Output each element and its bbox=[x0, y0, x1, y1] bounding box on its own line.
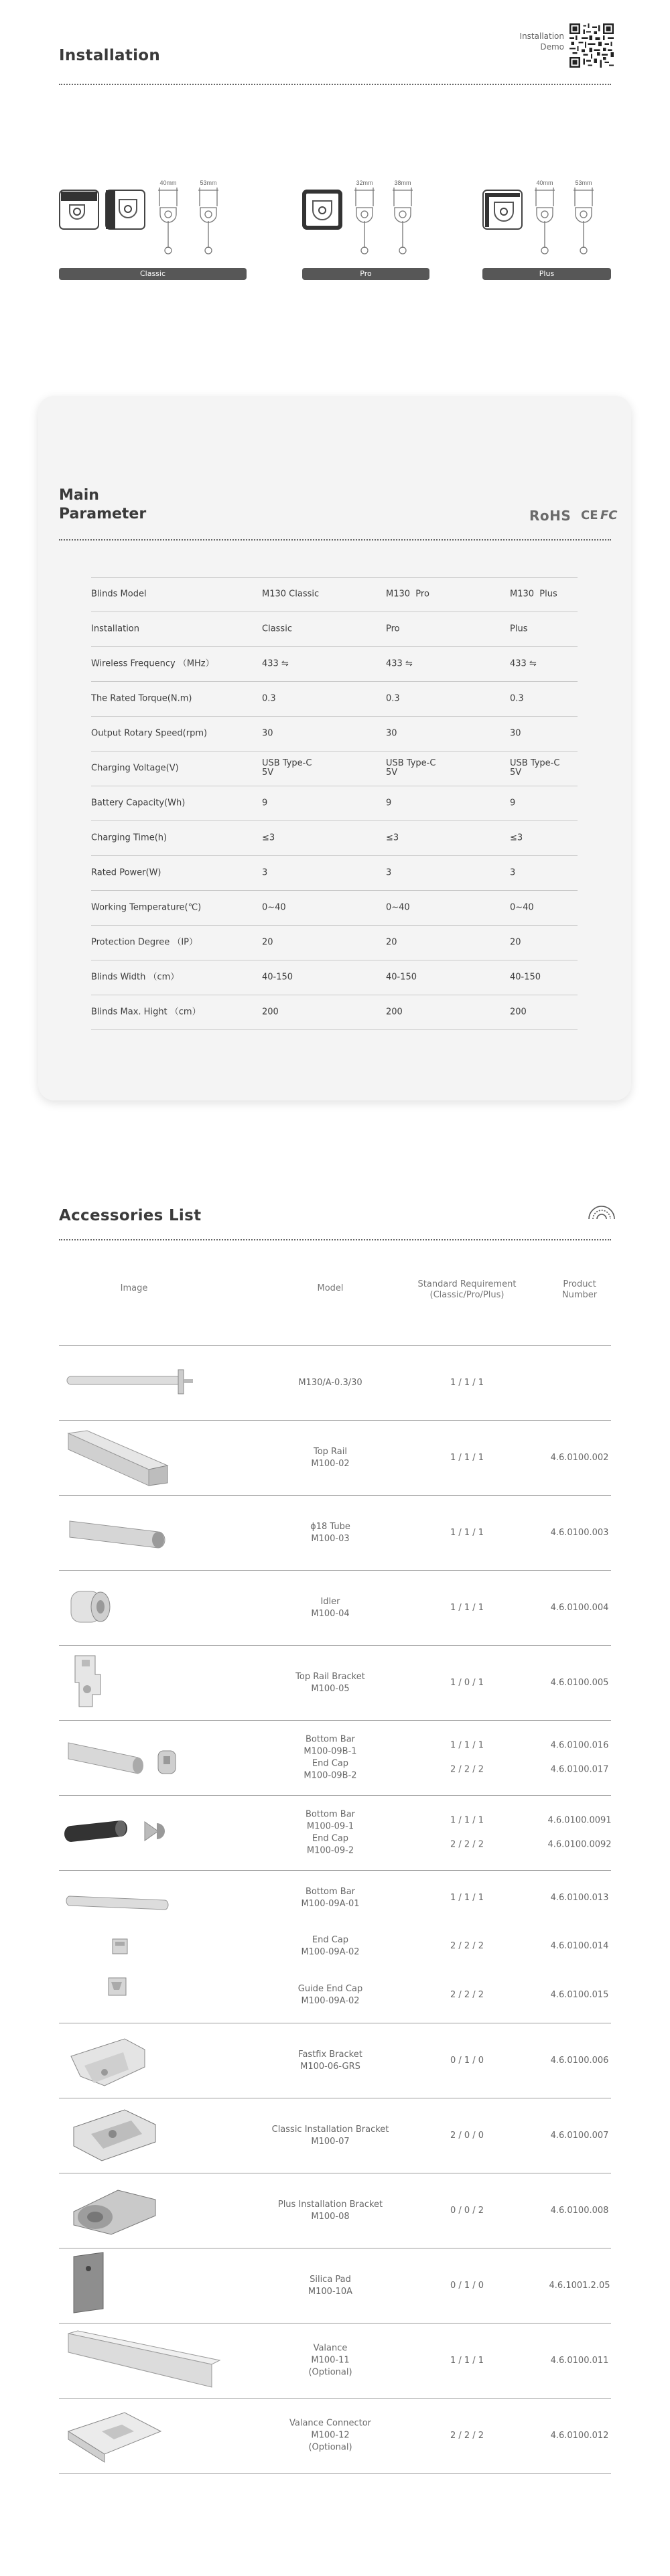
classic-dim-1: 40mm bbox=[159, 180, 177, 186]
install-type-pro-badge: Pro bbox=[302, 268, 429, 280]
accessory-req: 1 / 1 / 1 2 / 2 / 2 bbox=[450, 1815, 484, 1850]
accessory-model: M130/A-0.3/30 bbox=[298, 1377, 362, 1388]
parameter-divider bbox=[59, 539, 611, 541]
parameter-label: Blinds Width （cm） bbox=[91, 972, 180, 983]
accessory-req: 1 / 1 / 1 2 / 2 / 2 2 / 2 / 2 bbox=[450, 1892, 484, 2001]
parameter-row bbox=[91, 682, 578, 717]
accessory-model: ϕ18 Tube M100-03 bbox=[310, 1521, 350, 1544]
parameter-row bbox=[91, 752, 578, 786]
parameter-value: M130 Plus bbox=[510, 589, 557, 599]
parameter-value: 3 bbox=[262, 867, 268, 878]
parameter-value: Pro bbox=[386, 624, 400, 634]
parameter-value: Classic bbox=[262, 624, 292, 634]
classic-dim-2: 53mm bbox=[200, 180, 217, 186]
accessory-row bbox=[59, 2323, 611, 2399]
parameter-label: Working Temperature(℃) bbox=[91, 902, 202, 913]
parameter-value: 9 bbox=[386, 798, 392, 808]
parameter-value: ≤3 bbox=[510, 833, 523, 843]
accessory-row bbox=[59, 1646, 611, 1721]
fc-cert-icon: FC bbox=[600, 508, 618, 522]
parameter-value: 0.3 bbox=[510, 693, 524, 704]
parameter-row bbox=[91, 960, 578, 995]
accessory-req: 0 / 0 / 2 bbox=[450, 2205, 484, 2216]
accessories-logo-icon bbox=[586, 1203, 617, 1220]
parameter-label: The Rated Torque(N.m) bbox=[91, 693, 192, 704]
parameter-value: 200 bbox=[386, 1007, 403, 1017]
parameter-label: Blinds Max. Hight （cm） bbox=[91, 1007, 201, 1017]
accessory-model: Valance Connector M100-12 (Optional) bbox=[289, 2418, 371, 2453]
accessory-model: Plus Installation Bracket M100-08 bbox=[277, 2199, 383, 2222]
accessory-req: 0 / 1 / 0 bbox=[450, 2055, 484, 2066]
accessory-num: 4.6.0100.007 bbox=[550, 2130, 609, 2141]
accessory-model: Bottom Bar M100-09B-1 End Cap M100-09B-2 bbox=[304, 1734, 357, 1781]
parameter-row bbox=[91, 786, 578, 821]
parameter-value: ≤3 bbox=[386, 833, 399, 843]
parameter-value: 20 bbox=[386, 937, 397, 948]
parameter-value: 40-150 bbox=[510, 972, 541, 983]
parameter-value: 0.3 bbox=[386, 693, 400, 704]
accessory-model: Top Rail M100-02 bbox=[311, 1446, 350, 1469]
parameter-value: 9 bbox=[510, 798, 516, 808]
accessory-req: 1 / 1 / 1 2 / 2 / 2 bbox=[450, 1740, 484, 1775]
parameter-value: 20 bbox=[510, 937, 521, 948]
accessories-header-requirement: Standard Requirement (Classic/Pro/Plus) bbox=[417, 1279, 517, 1300]
accessory-model: Bottom Bar M100-09-1 End Cap M100-09-2 bbox=[305, 1809, 356, 1856]
silica-pad-icon bbox=[64, 2251, 111, 2321]
plus-bracket-icon bbox=[64, 2179, 165, 2242]
parameter-value: 433 ⇋ bbox=[510, 658, 537, 669]
qr-code-icon[interactable] bbox=[570, 23, 614, 68]
parameter-label: Output Rotary Speed(rpm) bbox=[91, 728, 208, 739]
accessories-table bbox=[59, 1345, 611, 2474]
accessory-num: 4.6.0100.006 bbox=[550, 2055, 609, 2066]
installation-title: Installation bbox=[59, 47, 161, 64]
accessory-num: 4.6.0100.012 bbox=[550, 2430, 609, 2441]
accessory-req: 2 / 2 / 2 bbox=[450, 2430, 484, 2441]
accessory-row bbox=[59, 1796, 611, 1871]
accessory-num: 4.6.0100.016 4.6.0100.017 bbox=[550, 1740, 609, 1775]
parameter-row bbox=[91, 577, 578, 612]
rohs-cert-icon: RoHS bbox=[529, 508, 572, 524]
accessory-req: 2 / 0 / 0 bbox=[450, 2130, 484, 2141]
parameter-label: Battery Capacity(Wh) bbox=[91, 798, 186, 808]
pro-dim-1: 32mm bbox=[356, 180, 373, 186]
plus-dim-2: 53mm bbox=[575, 180, 592, 186]
parameter-row bbox=[91, 821, 578, 856]
top-rail-icon bbox=[64, 1427, 172, 1490]
parameter-value: USB Type-C 5V bbox=[510, 758, 560, 778]
accessory-row bbox=[59, 1571, 611, 1646]
bottom-bar-9-icon bbox=[64, 1808, 192, 1858]
parameter-value: Plus bbox=[510, 624, 528, 634]
accessory-num: 4.6.0100.008 bbox=[550, 2205, 609, 2216]
accessory-req: 1 / 1 / 1 bbox=[450, 1377, 484, 1388]
motor-icon bbox=[64, 1362, 198, 1405]
parameter-value: 40-150 bbox=[262, 972, 293, 983]
accessory-model: Bottom Bar M100-09A-01 End Cap M100-09A-02 Guide End Cap M100-09A-02 bbox=[297, 1886, 363, 2007]
accessory-num: 4.6.1001.2.05 bbox=[549, 2280, 610, 2291]
classic-install-diagram-icon bbox=[59, 175, 247, 265]
accessory-req: 0 / 1 / 0 bbox=[450, 2280, 484, 2291]
accessory-num: 4.6.0100.004 bbox=[550, 1602, 609, 1613]
parameter-value: 30 bbox=[386, 728, 397, 739]
parameter-label: Protection Degree （IP） bbox=[91, 937, 198, 948]
parameter-row bbox=[91, 612, 578, 647]
top-rail-bracket-icon bbox=[64, 1652, 111, 1715]
accessory-row bbox=[59, 2173, 611, 2248]
accessories-header-product-number: Product Number bbox=[561, 1279, 598, 1300]
accessory-row bbox=[59, 2399, 611, 2474]
accessory-num: 4.6.0100.011 bbox=[550, 2355, 609, 2366]
parameter-value: 433 ⇋ bbox=[386, 658, 413, 669]
accessory-row bbox=[59, 1346, 611, 1421]
parameter-value: 0~40 bbox=[262, 902, 286, 913]
accessory-model: Silica Pad M100-10A bbox=[308, 2274, 353, 2297]
parameter-value: M130 Pro bbox=[386, 589, 429, 599]
parameter-value: 200 bbox=[262, 1007, 279, 1017]
install-type-plus-badge: Plus bbox=[482, 268, 611, 280]
accessory-row bbox=[59, 1721, 611, 1796]
accessory-req: 1 / 1 / 1 bbox=[450, 2355, 484, 2366]
parameter-label: Charging Voltage(V) bbox=[91, 763, 179, 774]
parameter-value: M130 Classic bbox=[262, 589, 320, 599]
accessory-req: 1 / 1 / 1 bbox=[450, 1452, 484, 1463]
install-type-classic-badge: Classic bbox=[59, 268, 247, 280]
accessories-title: Accessories List bbox=[59, 1207, 202, 1224]
tube-icon bbox=[64, 1512, 172, 1555]
parameter-label: Charging Time(h) bbox=[91, 833, 168, 843]
classic-bracket-icon bbox=[64, 2104, 165, 2167]
accessory-row bbox=[59, 2023, 611, 2098]
parameter-value: 0~40 bbox=[386, 902, 410, 913]
accessory-num: 4.6.0100.002 bbox=[550, 1452, 609, 1463]
parameter-value: 3 bbox=[510, 867, 516, 878]
parameter-row bbox=[91, 717, 578, 752]
parameter-value: 200 bbox=[510, 1007, 527, 1017]
parameter-row bbox=[91, 995, 578, 1030]
plus-dim-1: 40mm bbox=[536, 180, 553, 186]
parameter-value: 3 bbox=[386, 867, 392, 878]
accessory-model: Fastfix Bracket M100-06-GRS bbox=[298, 2049, 362, 2072]
parameter-value: 30 bbox=[510, 728, 521, 739]
accessory-row bbox=[59, 2248, 611, 2323]
parameter-row bbox=[91, 856, 578, 891]
accessory-model: Idler M100-04 bbox=[311, 1596, 350, 1619]
idler-icon bbox=[64, 1583, 118, 1633]
bottom-bar-a-icon bbox=[64, 1879, 198, 2015]
accessory-num: 4.6.0100.005 bbox=[550, 1677, 609, 1688]
accessories-divider bbox=[59, 1239, 611, 1240]
parameter-value: 9 bbox=[262, 798, 268, 808]
ce-cert-icon: CE bbox=[581, 508, 598, 522]
accessories-header-model: Model bbox=[317, 1283, 344, 1293]
parameter-label: Rated Power(W) bbox=[91, 867, 161, 878]
parameter-label: Wireless Frequency （MHz） bbox=[91, 658, 214, 669]
parameter-value: USB Type-C 5V bbox=[262, 758, 312, 778]
accessory-model: Top Rail Bracket M100-05 bbox=[295, 1671, 365, 1694]
fastfix-bracket-icon bbox=[64, 2029, 158, 2092]
parameter-value: 20 bbox=[262, 937, 273, 948]
accessory-model: Valance M100-11 (Optional) bbox=[308, 2343, 352, 2378]
parameter-title: Main Parameter bbox=[59, 487, 147, 522]
parameter-value: 30 bbox=[262, 728, 273, 739]
parameter-table bbox=[91, 577, 578, 1030]
parameter-label: Blinds Model bbox=[91, 589, 147, 599]
installation-demo-label: Installation Demo bbox=[519, 31, 564, 52]
valance-icon bbox=[64, 2330, 225, 2392]
pro-dim-2: 38mm bbox=[394, 180, 411, 186]
accessory-row bbox=[59, 1421, 611, 1496]
accessory-num: 4.6.0100.013 4.6.0100.014 4.6.0100.015 bbox=[550, 1892, 609, 2001]
parameter-label: Installation bbox=[91, 624, 140, 634]
accessory-row bbox=[59, 1871, 611, 2023]
accessory-row bbox=[59, 2098, 611, 2173]
installation-divider bbox=[59, 84, 611, 85]
parameter-row bbox=[91, 891, 578, 926]
accessory-req: 1 / 0 / 1 bbox=[450, 1677, 484, 1688]
valance-connector-icon bbox=[64, 2405, 165, 2467]
parameter-row bbox=[91, 926, 578, 960]
parameter-value: 40-150 bbox=[386, 972, 417, 983]
accessory-num: 4.6.0100.0091 4.6.0100.0092 bbox=[547, 1815, 612, 1850]
parameter-value: 433 ⇋ bbox=[262, 658, 289, 669]
bottom-bar-b-icon bbox=[64, 1733, 192, 1783]
accessory-row bbox=[59, 1496, 611, 1571]
parameter-value: 0.3 bbox=[262, 693, 276, 704]
accessory-model: Classic Installation Bracket M100-07 bbox=[271, 2124, 389, 2147]
accessory-num: 4.6.0100.003 bbox=[550, 1527, 609, 1538]
parameter-value: ≤3 bbox=[262, 833, 275, 843]
plus-install-diagram-icon bbox=[482, 175, 611, 265]
pro-install-diagram-icon bbox=[302, 175, 429, 265]
parameter-value: 0~40 bbox=[510, 902, 534, 913]
parameter-row bbox=[91, 647, 578, 682]
parameter-value: USB Type-C 5V bbox=[386, 758, 436, 778]
accessory-req: 1 / 1 / 1 bbox=[450, 1527, 484, 1538]
accessory-req: 1 / 1 / 1 bbox=[450, 1602, 484, 1613]
accessories-header-image: Image bbox=[120, 1283, 148, 1293]
